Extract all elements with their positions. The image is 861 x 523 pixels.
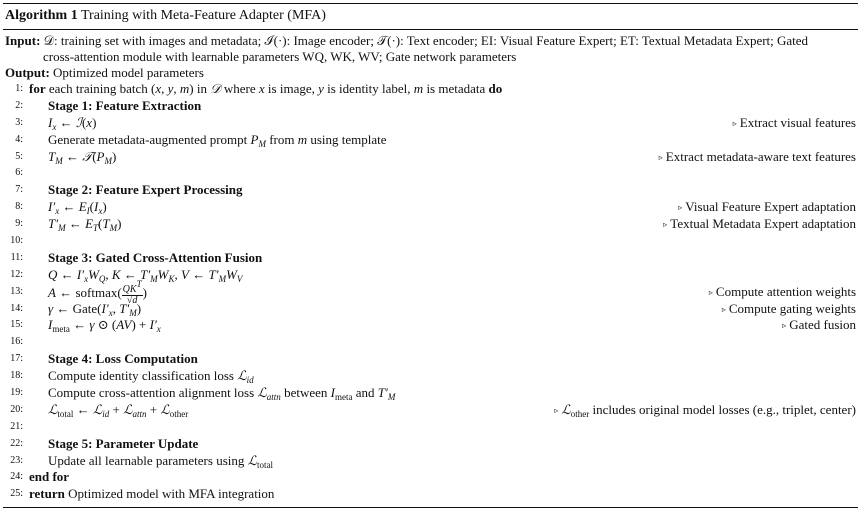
comment-triangle-icon: ▹ [732,118,737,128]
output-text: Optimized model parameters [53,65,204,80]
algo-line [3,436,858,453]
algo-line [3,301,858,318]
line-number: 3: [15,116,23,128]
line-number: 10: [10,235,23,247]
line-code: A ← softmax( $\frac{QK^T}{√d}$ ) [48,278,147,306]
comment-triangle-icon: ▹ [678,203,683,213]
line-code: Generate metadata-augmented prompt $P_M$ from m using template [48,131,387,149]
line-number: 12: [10,268,23,280]
comment-triangle-icon: ▹ [721,304,726,314]
algorithm-label: Algorithm 1 [5,8,78,23]
line-number: 15: [10,319,23,331]
line-comment: ▹ Compute gating weights [721,300,856,316]
line-number: 8: [15,201,23,213]
algo-line [3,182,858,199]
algo-line [3,165,858,182]
algo-line [3,132,858,149]
line-code: $T'_M$ ← $E_T(T_M)$ [48,216,122,234]
line-number: 22: [10,437,23,449]
line-code: end for [29,469,70,485]
algo-line [3,250,858,267]
comment-triangle-icon: ▹ [663,220,668,230]
line-number: 9: [15,218,23,230]
line-comment: ▹ Gated fusion [782,317,856,333]
comment-triangle-icon: ▹ [554,405,559,415]
algo-line [3,469,858,486]
algo-line [3,278,858,306]
line-comment: ▹ Extract visual features [732,114,856,130]
comment-triangle-icon: ▹ [782,321,787,331]
line-number: 5: [15,150,23,162]
output-block [3,65,858,81]
algo-line [3,368,858,385]
algo-line [3,267,858,284]
algo-line [3,199,858,216]
line-code: ℒ$_{total}$ ← ℒ$_{id}$ + ℒ$_{attn}$ + ℒ$_{other}$ [48,401,189,419]
algo-line [3,81,858,98]
stage-heading: Stage 1: Feature Extraction [48,97,202,113]
line-code: $T_M$ ← $𝒯(P_M)$ [48,148,117,166]
line-code: γ ← $Gate(I'_x$, $T'_M$) [48,300,142,318]
line-number: 16: [10,336,23,348]
algo-line [3,486,858,503]
line-number: 4: [15,133,23,145]
line-code: $I'_x$ ← $E_I(I_x)$ [48,199,107,217]
input-line-1: 𝒟: training set with images and metadata; ℐ(·): Image encoder; 𝒯(·): Text encoder; EI: Visual Feature Expert; ET: Textual Metadata Expert; Gated [43,33,809,48]
algorithm-box [3,3,858,508]
line-code: Compute identity classification loss ℒ$_{id}$ [48,368,254,386]
line-code: return Optimized model with MFA integration [29,486,275,502]
algo-line [3,149,858,166]
stage-heading: Stage 5: Parameter Update [48,435,199,451]
algo-line [3,115,858,132]
line-code: for each training batch (x, y, m) in 𝒟 where x is image, y is identity label, m is metadata do [29,81,503,96]
output-label: Output: [5,65,50,80]
line-number: 7: [15,184,23,196]
line-number: 17: [10,353,23,365]
input-label: Input: [5,33,41,48]
stage-heading: Stage 2: Feature Expert Processing [48,182,243,198]
line-code: Q ← $I'_xW_Q$, K ← $T'_MW_K$, V ← $T'_MW_V$ [48,266,243,284]
line-number: 2: [15,99,23,111]
algo-line [3,334,858,351]
algo-line [3,98,858,115]
line-number: 21: [10,420,23,432]
algo-line [3,402,858,419]
line-number: 24: [10,471,23,483]
bottom-rule [3,507,858,508]
line-number: 14: [10,302,23,314]
algorithm-caption [3,4,858,26]
algo-line [3,385,858,402]
line-number: 6: [15,167,23,179]
line-number: 20: [10,403,23,415]
line-code: $I_{meta}$ ← γ ⊙ $(AV) + I'_x$ [48,317,161,335]
line-number: 1: [15,83,23,94]
line-comment: ▹ Extract metadata-aware text features [658,148,856,164]
line-comment: ▹ ℒ$_{other}$ includes original model losses (e.g., triplet, center) [554,401,856,419]
line-number: 23: [10,454,23,466]
line-number: 13: [10,285,23,297]
algorithm-lines [3,81,858,503]
line-number: 18: [10,370,23,382]
algo-line [3,216,858,233]
comment-triangle-icon: ▹ [658,152,663,162]
stage-heading: Stage 4: Loss Computation [48,351,198,367]
line-number: 19: [10,387,23,399]
algo-line [3,419,858,436]
algo-line [3,317,858,334]
algo-line [3,351,858,368]
line-code: $I_x$ ← ℐ(x) [48,114,97,132]
line-number: 11: [10,251,23,263]
line-comment: ▹ Compute attention weights [708,283,856,299]
stage-heading: Stage 3: Gated Cross-Attention Fusion [48,249,263,265]
input-line-2: cross-attention module with learnable parameters WQ, WK, WV; Gate network parameters [43,49,517,64]
line-comment: ▹ Textual Metadata Expert adaptation [663,216,856,232]
line-code: Update all learnable parameters using ℒ$_{total}$ [48,452,273,470]
algo-line [3,233,858,250]
algo-line [3,453,858,470]
comment-triangle-icon: ▹ [708,287,713,297]
line-number: 25: [10,488,23,500]
line-comment: ▹ Visual Feature Expert adaptation [678,199,856,215]
line-code: Compute cross-attention alignment loss ℒ$_{attn}$ between $I_{meta}$ and $T'_M$ [48,385,396,403]
algorithm-title: Training with Meta-Feature Adapter (MFA) [80,8,326,23]
input-block [3,30,858,65]
